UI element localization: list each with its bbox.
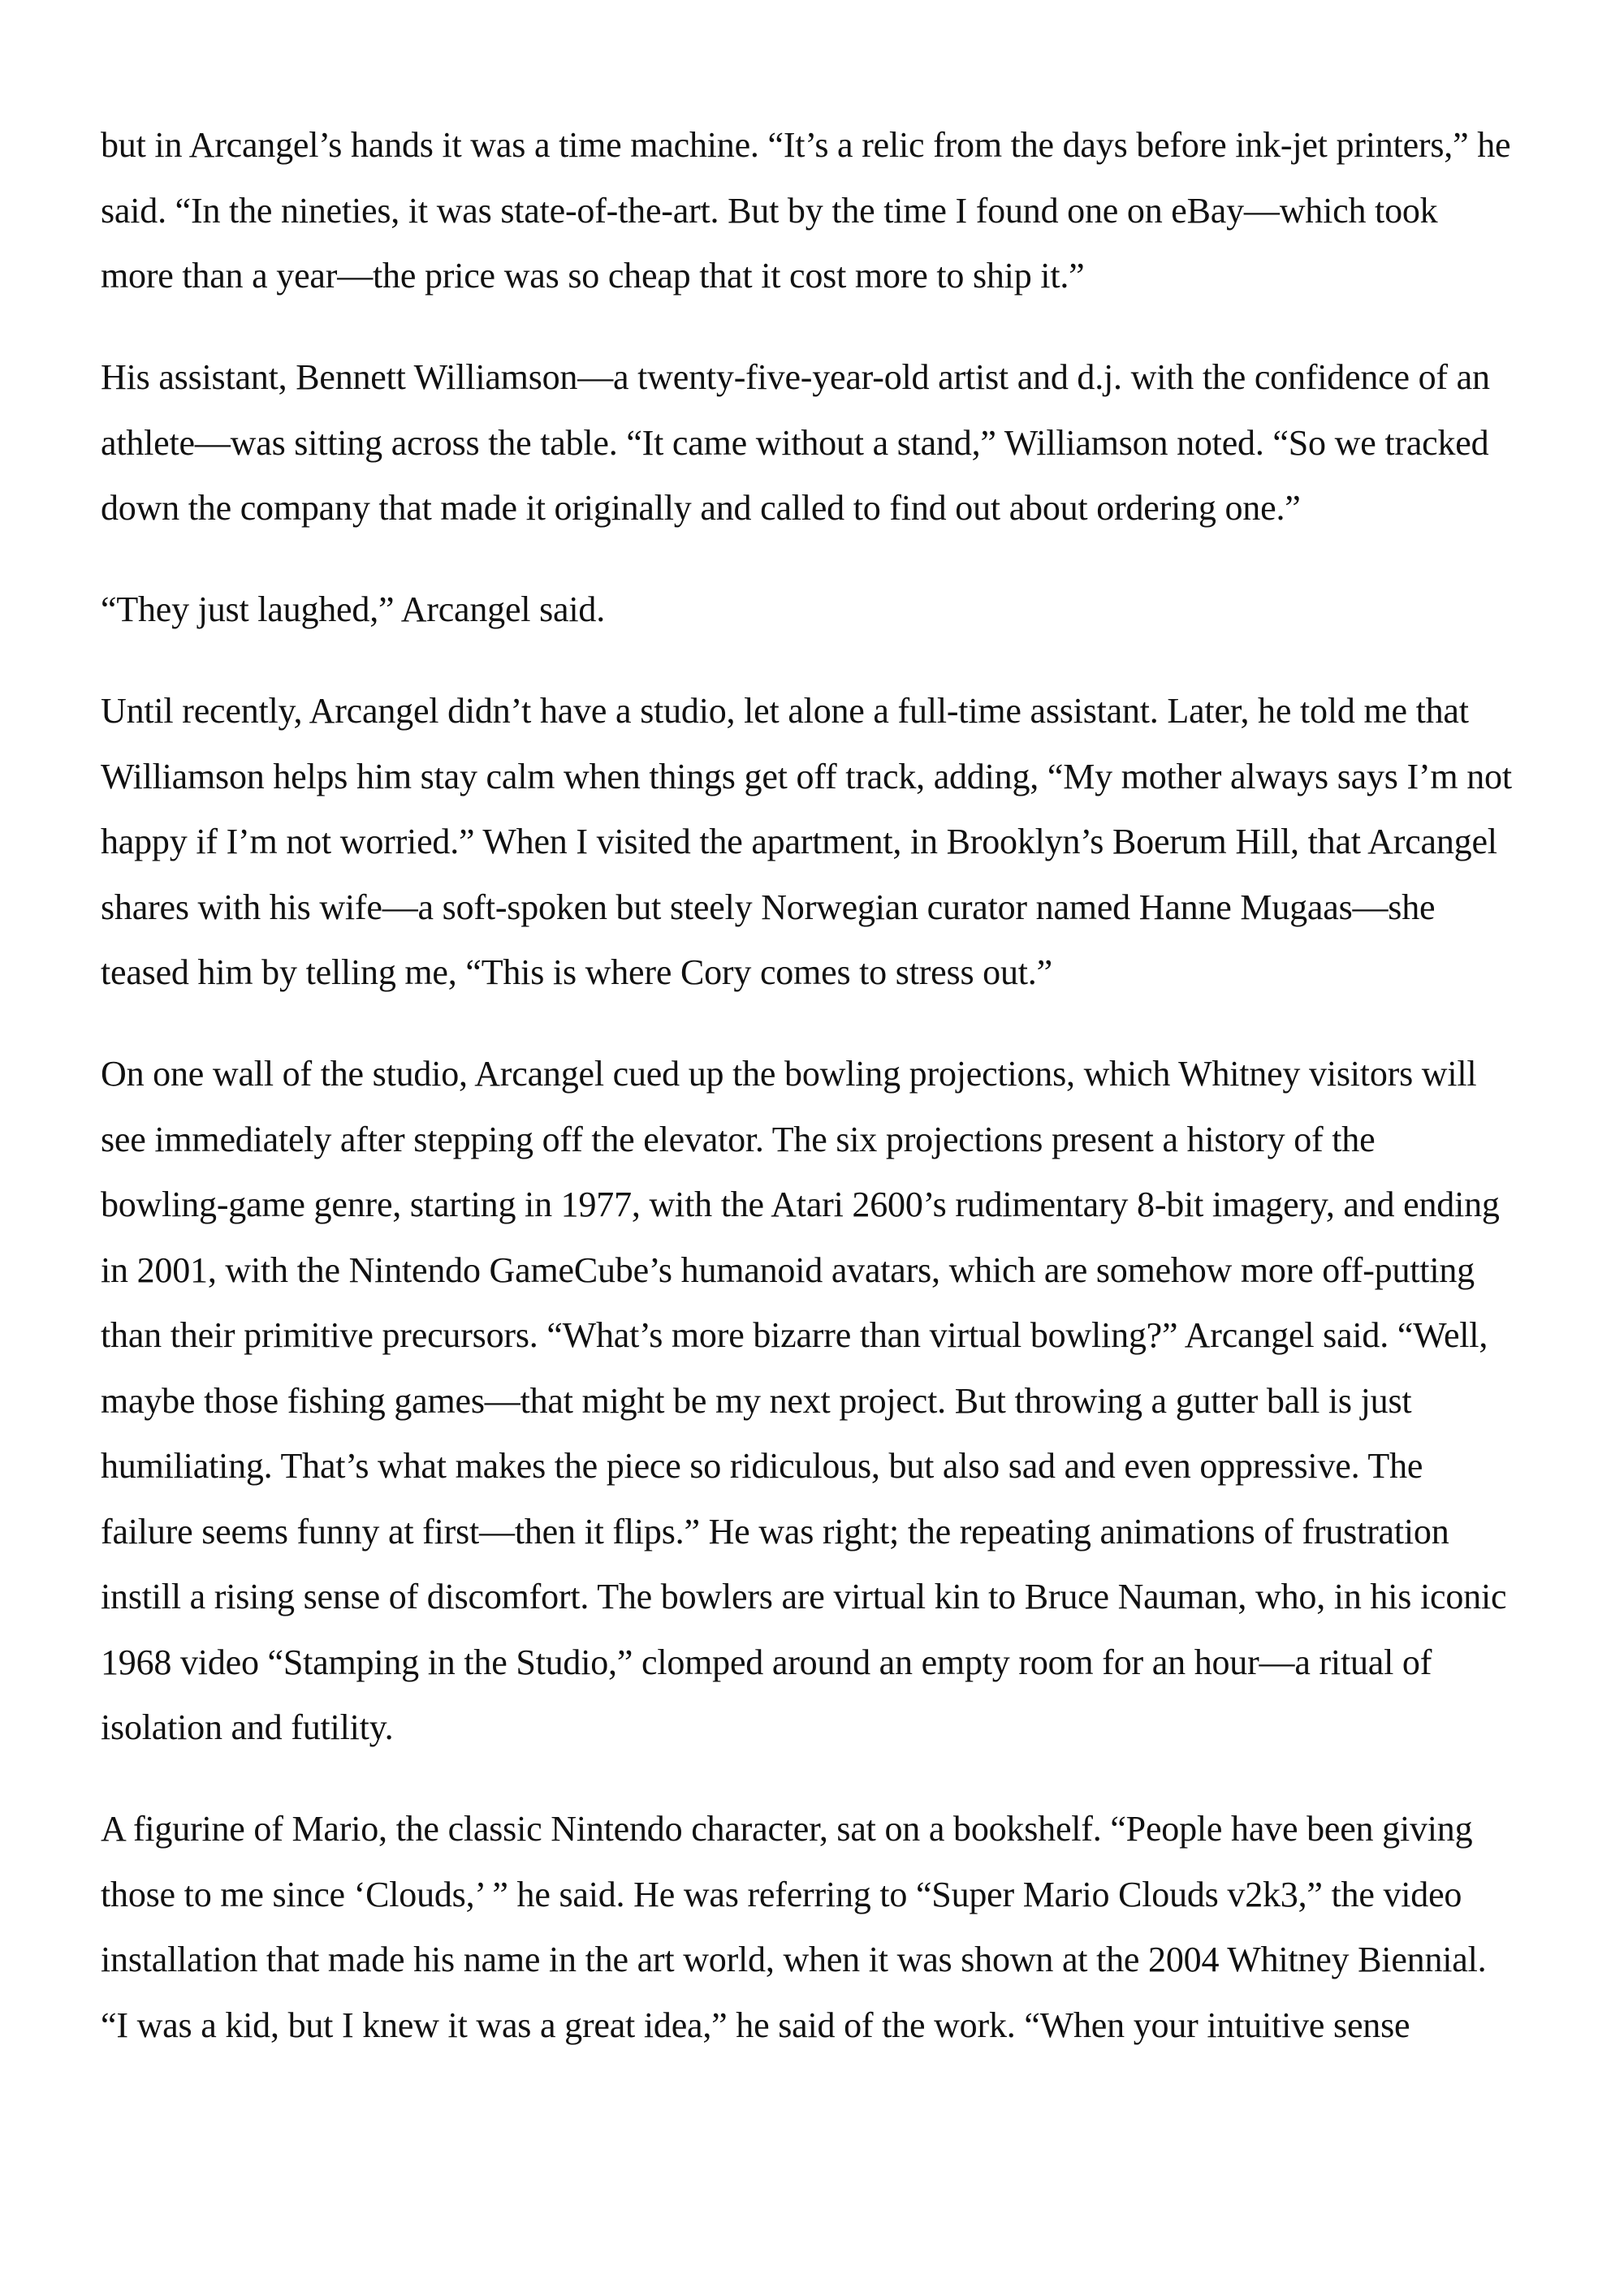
text-line: “I was a kid, but I knew it was a great idea,” he said of the work. “When your intuitive sense — [101, 2005, 1410, 2045]
text-line: On one wall of the studio, Arcangel cued up the bowling projections, which Whitney visitors will — [101, 1054, 1477, 1094]
text-line: in 2001, with the Nintendo GameCube’s humanoid avatars, which are somehow more off-putting — [101, 1249, 1475, 1290]
paragraph-printer-relic — [101, 113, 1554, 309]
paragraph-assistant — [101, 345, 1554, 542]
text-line: 1968 video “Stamping in the Studio,” clomped around an empty room for an hour—a ritual of — [101, 1642, 1432, 1682]
text-line: installation that made his name in the art world, when it was shown at the 2004 Whitney Biennial. — [101, 1940, 1487, 1979]
text-line: athlete—was sitting across the table. “It came without a stand,” Williamson noted. “So we tracked — [101, 422, 1489, 463]
text-line: those to me since ‘Clouds,’ ” he said. He was referring to “Super Mario Clouds v2k3,” the video — [101, 1874, 1462, 1914]
text-line: more than a year—the price was so cheap that it cost more to ship it.” — [101, 256, 1085, 296]
text-line: His assistant, Bennett Williamson—a twenty-five-year-old artist and d.j. with the confidence of an — [101, 357, 1490, 397]
text-line: isolation and futility. — [101, 1707, 394, 1747]
text-line: see immediately after stepping off the elevator. The six projections present a history of the — [101, 1119, 1376, 1159]
text-line: humiliating. That’s what makes the piece so ridiculous, but also sad and even oppressive. The — [101, 1446, 1423, 1486]
paragraph-studio — [101, 679, 1554, 1006]
paragraph-bowling-projections — [101, 1042, 1554, 1761]
text-line: failure seems funny at first—then it flips.” He was right; the repeating animations of frustration — [101, 1511, 1449, 1552]
text-line: down the company that made it originally and called to find out about ordering one.” — [101, 488, 1301, 528]
text-line: but in Arcangel’s hands it was a time machine. “It’s a relic from the days before ink-jet printers,” he — [101, 125, 1511, 165]
text-line: said. “In the nineties, it was state-of-the-art. But by the time I found one on eBay—which took — [101, 190, 1438, 231]
text-line: “They just laughed,” Arcangel said. — [101, 589, 606, 629]
text-line: maybe those fishing games—that might be my next project. But throwing a gutter ball is just — [101, 1380, 1412, 1421]
text-line: Until recently, Arcangel didn’t have a studio, let alone a full-time assistant. Later, he told me that — [101, 691, 1469, 731]
paragraph-they-laughed — [101, 577, 1554, 643]
text-line: Williamson helps him stay calm when things get off track, adding, “My mother always says I’m not — [101, 756, 1512, 796]
paragraph-mario-figurine — [101, 1797, 1554, 2058]
text-line: than their primitive precursors. “What’s more bizarre than virtual bowling?” Arcangel said. “Well, — [101, 1315, 1488, 1355]
text-line: shares with his wife—a soft-spoken but steely Norwegian curator named Hanne Mugaas—she — [101, 887, 1436, 927]
text-line: bowling-game genre, starting in 1977, with the Atari 2600’s rudimentary 8-bit imagery, and ending — [101, 1185, 1500, 1224]
text-line: instill a rising sense of discomfort. The bowlers are virtual kin to Bruce Nauman, who, in his iconic — [101, 1577, 1507, 1616]
text-line: A figurine of Mario, the classic Nintendo character, sat on a bookshelf. “People have been giving — [101, 1809, 1473, 1849]
text-line: teased him by telling me, “This is where Cory comes to stress out.” — [101, 952, 1052, 992]
article-body — [101, 113, 1554, 2095]
text-line: happy if I’m not worried.” When I visited the apartment, in Brooklyn’s Boerum Hill, that Arcangel — [101, 822, 1497, 861]
